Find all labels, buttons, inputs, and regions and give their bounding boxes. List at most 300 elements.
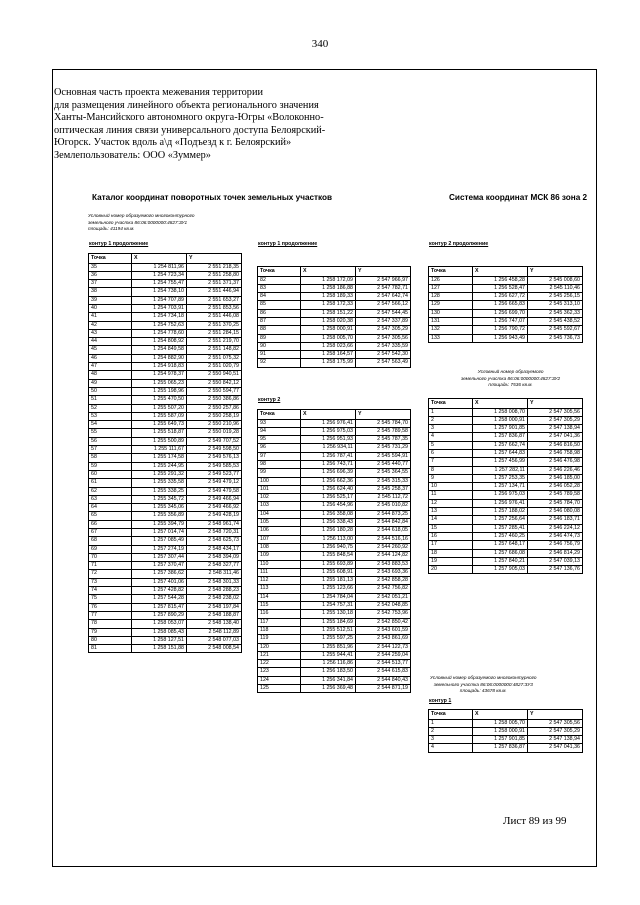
table-row: [89, 379, 242, 387]
cell-point: 126: [429, 276, 473, 284]
cell-x: 1 254 755,47: [132, 280, 187, 288]
table-row: [429, 727, 583, 735]
cell-x: 1 258 151,88: [132, 645, 187, 653]
table-row: [429, 326, 583, 334]
cell-y: 2 546 476,98: [528, 458, 583, 466]
cell-y: 2 550 019,28: [187, 429, 242, 437]
table-title: контур 2: [258, 397, 281, 403]
cell-x: 1 256 358,08: [301, 510, 356, 518]
cell-x: 1 255 244,95: [132, 462, 187, 470]
cell-y: 2 545 362,33: [528, 309, 583, 317]
coordinates-table: [257, 266, 411, 368]
cell-y: 2 547 136,76: [528, 566, 583, 574]
cell-x: 1 256 180,28: [301, 527, 356, 535]
cell-x: 1 257 256,64: [473, 516, 528, 524]
cell-x: 1 254 778,60: [132, 329, 187, 337]
cell-y: 2 551 371,37: [187, 280, 242, 288]
cell-x: 1 256 116,86: [301, 660, 356, 668]
cell-x: 1 254 849,58: [132, 346, 187, 354]
cell-x: 1 258 186,88: [301, 284, 356, 292]
cell-x: 1 256 696,39: [301, 469, 356, 477]
note-line: площадь: 43678 кв.м.: [459, 688, 507, 694]
cell-y: 2 545 592,67: [528, 326, 583, 334]
cell-point: 101: [258, 485, 301, 493]
cell-point: 3: [429, 736, 473, 744]
table-row: [258, 626, 411, 634]
cell-x: 1 255 608,91: [301, 568, 356, 576]
cell-y: 2 546 052,28: [528, 483, 583, 491]
header-line: оптическая линия связи универсального доступа Белоярский-: [54, 124, 326, 136]
coordinates-table: [428, 266, 583, 343]
cell-y: 2 549 428,19: [187, 512, 242, 520]
cell-y: 2 545 112,72: [356, 494, 411, 502]
cell-point: 111: [258, 568, 301, 576]
cell-x: 1 258 175,99: [301, 359, 356, 367]
table-row: [429, 433, 583, 441]
cell-point: 46: [89, 354, 132, 362]
cell-x: 1 254 784,04: [301, 593, 356, 601]
cell-y: 2 546 814,29: [528, 549, 583, 557]
cell-x: 1 255 518,87: [132, 429, 187, 437]
cell-x: 1 258 085,43: [132, 628, 187, 636]
table-row: [429, 441, 583, 449]
cell-point: 118: [258, 626, 301, 634]
cell-x: 1 257 428,82: [132, 587, 187, 595]
cell-y: 2 547 305,56: [356, 334, 411, 342]
cell-y: 2 548 720,31: [187, 529, 242, 537]
cell-point: 42: [89, 321, 132, 329]
cell-x: 1 254 918,83: [132, 363, 187, 371]
table-row: [429, 458, 583, 466]
table-row: [258, 668, 411, 676]
cell-point: 90: [258, 342, 301, 350]
table-row: [89, 495, 242, 503]
cell-y: 2 547 566,12: [356, 301, 411, 309]
cell-point: 89: [258, 334, 301, 342]
cell-x: 1 255 587,09: [132, 412, 187, 420]
cell-x: 1 255 851,96: [301, 643, 356, 651]
cell-point: 130: [429, 309, 473, 317]
header-cell-y: Y: [187, 254, 242, 264]
table-header-row: [89, 254, 242, 264]
cell-x: 1 255 338,25: [132, 487, 187, 495]
cell-x: 1 258 005,70: [301, 334, 356, 342]
table-row: [258, 651, 411, 659]
cell-y: 2 548 301,33: [187, 578, 242, 586]
table-row: [429, 744, 583, 752]
cell-point: 65: [89, 512, 132, 520]
cell-point: 120: [258, 643, 301, 651]
table-row: [258, 527, 411, 535]
cell-x: 1 258 008,70: [473, 408, 528, 416]
cell-x: 1 257 188,02: [473, 508, 528, 516]
cell-x: 1 256 747,07: [473, 317, 528, 325]
cell-point: 106: [258, 527, 301, 535]
cell-y: 2 547 305,29: [528, 727, 583, 735]
table-header-row: [429, 267, 583, 277]
note-line: Условный номер образуемого: [477, 369, 544, 374]
cell-x: 1 257 456,99: [473, 458, 528, 466]
cell-y: 2 548 197,84: [187, 603, 242, 611]
cell-x: 1 256 951,93: [301, 436, 356, 444]
cell-y: 2 550 842,12: [187, 379, 242, 387]
table-title: контур 2 продолжение: [429, 241, 489, 247]
cell-y: 2 547 041,36: [528, 744, 583, 752]
cell-x: 1 255 198,96: [132, 387, 187, 395]
table-row: [429, 334, 583, 342]
table-row: [89, 620, 242, 628]
cell-y: 2 548 238,02: [187, 595, 242, 603]
table-row: [429, 719, 583, 727]
cell-x: 1 257 901,85: [473, 425, 528, 433]
table-row: [89, 479, 242, 487]
cell-y: 2 548 188,87: [187, 611, 242, 619]
cell-y: 2 546 224,12: [528, 524, 583, 532]
cell-x: 1 257 836,87: [473, 433, 528, 441]
cell-y: 2 548 434,17: [187, 545, 242, 553]
cell-x: 1 256 624,40: [301, 485, 356, 493]
table-row: [429, 516, 583, 524]
cell-y: 2 548 327,77: [187, 562, 242, 570]
cell-x: 1 257 285,41: [473, 524, 528, 532]
cell-y: 2 545 440,77: [356, 460, 411, 468]
cell-point: 61: [89, 479, 132, 487]
cell-x: 1 255 470,50: [132, 396, 187, 404]
cell-y: 2 545 256,15: [528, 293, 583, 301]
cell-point: 39: [89, 296, 132, 304]
cell-point: 94: [258, 427, 301, 435]
table-row: [258, 293, 411, 301]
table-row: [89, 512, 242, 520]
cell-x: 1 254 978,37: [132, 371, 187, 379]
cell-point: 131: [429, 317, 473, 325]
cell-x: 1 258 172,33: [301, 301, 356, 309]
cell-x: 1 256 528,47: [473, 284, 528, 292]
cell-y: 2 551 258,80: [187, 271, 242, 279]
cell-x: 1 257 840,21: [473, 557, 528, 565]
table-row: [258, 635, 411, 643]
table-row: [258, 577, 411, 585]
cell-point: 93: [258, 419, 301, 427]
cell-y: 2 548 961,74: [187, 520, 242, 528]
header-cell-x: X: [301, 267, 356, 277]
cell-point: 121: [258, 651, 301, 659]
table-row: [89, 396, 242, 404]
table-row: [89, 470, 242, 478]
cell-x: 1 254 752,63: [132, 321, 187, 329]
cell-x: 1 255 123,66: [301, 585, 356, 593]
cell-y: 2 551 853,56: [187, 304, 242, 312]
cell-y: 2 546 226,46: [528, 466, 583, 474]
cell-point: 2: [429, 416, 473, 424]
cell-x: 1 256 940,75: [301, 543, 356, 551]
cell-y: 2 544 871,19: [356, 685, 411, 693]
cell-y: 2 550 210,96: [187, 421, 242, 429]
cell-point: 70: [89, 553, 132, 561]
cell-x: 1 254 707,89: [132, 296, 187, 304]
table-header-row: [258, 267, 411, 277]
header-cell-x: X: [132, 254, 187, 264]
cell-y: 2 546 474,73: [528, 532, 583, 540]
cell-point: 52: [89, 404, 132, 412]
cell-y: 2 547 305,56: [528, 408, 583, 416]
cell-y: 2 542 048,85: [356, 602, 411, 610]
cell-point: 51: [89, 396, 132, 404]
cell-x: 1 257 282,11: [473, 466, 528, 474]
cell-x: 1 257 134,71: [473, 483, 528, 491]
table-row: [258, 494, 411, 502]
cell-y: 2 551 446,08: [187, 313, 242, 321]
cell-y: 2 544 259,04: [356, 651, 411, 659]
cell-point: 123: [258, 668, 301, 676]
table-row: [89, 371, 242, 379]
cell-point: 102: [258, 494, 301, 502]
cell-y: 2 549 585,53: [187, 462, 242, 470]
header-cell-x: X: [473, 399, 528, 409]
cell-point: 48: [89, 371, 132, 379]
header-line: Ханты-Мансийского автономного округа-Югры «Волоконно-: [54, 112, 324, 124]
cell-x: 1 258 000,91: [473, 416, 528, 424]
cell-point: 40: [89, 304, 132, 312]
cell-point: 124: [258, 676, 301, 684]
table-title: контур 1: [429, 698, 452, 704]
cell-point: 109: [258, 552, 301, 560]
cell-point: 97: [258, 452, 301, 460]
header-line: Основная часть проекта межевания территории: [54, 87, 263, 98]
cell-x: 1 256 787,41: [301, 452, 356, 460]
cell-point: 44: [89, 338, 132, 346]
table-row: [258, 334, 411, 342]
table-row: [89, 562, 242, 570]
cell-x: 1 254 703,91: [132, 304, 187, 312]
cell-x: 1 256 743,71: [301, 460, 356, 468]
table-row: [89, 354, 242, 362]
cell-y: 2 545 789,58: [356, 427, 411, 435]
cell-point: 50: [89, 387, 132, 395]
cell-y: 2 550 258,19: [187, 412, 242, 420]
note-line: земельного участка 86:06:0000000:4827:ЗУ1: [88, 219, 188, 225]
note-line: земельного участка 86:06:0000000:4827:ЗУ3: [433, 681, 533, 687]
cell-point: 5: [429, 441, 473, 449]
table-row: [258, 543, 411, 551]
cell-x: 1 256 975,03: [473, 491, 528, 499]
cell-point: 129: [429, 301, 473, 309]
cell-y: 2 545 787,35: [356, 436, 411, 444]
cell-x: 1 258 127,51: [132, 636, 187, 644]
header-line: для размещения линейного объекта регионального значения: [54, 99, 319, 111]
cell-y: 2 548 138,40: [187, 620, 242, 628]
cell-y: 2 542 858,28: [356, 577, 411, 585]
cell-x: 1 255 174,58: [132, 454, 187, 462]
cell-x: 1 255 944,41: [301, 651, 356, 659]
cell-y: 2 545 784,70: [528, 499, 583, 507]
cell-y: 2 544 618,05: [356, 527, 411, 535]
cell-y: 2 544 873,25: [356, 510, 411, 518]
table-row: [429, 549, 583, 557]
table-row: [89, 529, 242, 537]
table-row: [89, 487, 242, 495]
cell-point: 37: [89, 280, 132, 288]
cell-point: 10: [429, 483, 473, 491]
table-row: [258, 676, 411, 684]
table-row: [258, 535, 411, 543]
table-row: [429, 466, 583, 474]
cell-y: 2 548 311,46: [187, 570, 242, 578]
cell-y: 2 545 008,60: [528, 276, 583, 284]
cell-point: 107: [258, 535, 301, 543]
parcel-note-2: [461, 369, 560, 389]
cell-point: 98: [258, 460, 301, 468]
cell-x: 1 257 460,25: [473, 532, 528, 540]
cell-point: 95: [258, 436, 301, 444]
cell-y: 2 551 284,15: [187, 329, 242, 337]
cell-point: 83: [258, 284, 301, 292]
cell-point: 1: [429, 719, 473, 727]
cell-x: 1 256 665,83: [473, 301, 528, 309]
cell-point: 56: [89, 437, 132, 445]
cell-y: 2 551 370,25: [187, 321, 242, 329]
cell-y: 2 551 148,82: [187, 346, 242, 354]
table-row: [258, 502, 411, 510]
table-row: [429, 317, 583, 325]
cell-point: 71: [89, 562, 132, 570]
cell-y: 2 547 138,94: [528, 425, 583, 433]
cell-x: 1 255 356,89: [132, 512, 187, 520]
table-row: [89, 587, 242, 595]
cell-point: 132: [429, 326, 473, 334]
cell-x: 1 257 253,35: [473, 474, 528, 482]
cell-point: 16: [429, 532, 473, 540]
cell-x: 1 258 000,91: [473, 727, 528, 735]
cell-x: 1 257 901,85: [473, 736, 528, 744]
table-row: [89, 321, 242, 329]
table-row: [89, 537, 242, 545]
note-line: Условный номер образуемого многоконтурного: [88, 213, 195, 218]
table-row: [258, 351, 411, 359]
cell-x: 1 256 338,43: [301, 519, 356, 527]
cell-point: 3: [429, 425, 473, 433]
cell-y: 2 542 756,82: [356, 585, 411, 593]
table-title: контур 1 продолжение: [89, 241, 149, 247]
cell-point: 60: [89, 470, 132, 478]
table-row: [89, 387, 242, 395]
cell-x: 1 258 000,91: [301, 326, 356, 334]
cell-x: 1 256 113,00: [301, 535, 356, 543]
cell-point: 49: [89, 379, 132, 387]
table-row: [89, 404, 242, 412]
cell-point: 67: [89, 529, 132, 537]
table-row: [89, 346, 242, 354]
table-row: [258, 477, 411, 485]
cell-point: 12: [429, 499, 473, 507]
table-row: [258, 452, 411, 460]
cell-point: 108: [258, 543, 301, 551]
cell-x: 1 255 394,79: [132, 520, 187, 528]
cell-point: 11: [429, 491, 473, 499]
cell-point: 112: [258, 577, 301, 585]
cell-point: 62: [89, 487, 132, 495]
header-cell-x: X: [301, 410, 356, 420]
cell-x: 1 255 649,73: [132, 421, 187, 429]
cell-point: 13: [429, 508, 473, 516]
table-row: [429, 483, 583, 491]
cell-point: 59: [89, 462, 132, 470]
cell-y: 2 547 782,71: [356, 284, 411, 292]
table-row: [258, 552, 411, 560]
cell-point: 76: [89, 603, 132, 611]
coordinates-table: [428, 398, 583, 574]
cell-x: 1 256 976,41: [301, 419, 356, 427]
cell-point: 7: [429, 458, 473, 466]
cell-y: 2 544 516,16: [356, 535, 411, 543]
table-row: [429, 474, 583, 482]
cell-x: 1 255 345,72: [132, 495, 187, 503]
cell-point: 69: [89, 545, 132, 553]
cell-y: 2 545 010,82: [356, 502, 411, 510]
cell-x: 1 257 890,29: [132, 611, 187, 619]
cell-y: 2 547 335,59: [356, 342, 411, 350]
parcel-note-3: [430, 675, 537, 695]
table-row: [429, 425, 583, 433]
cell-point: 64: [89, 504, 132, 512]
cell-point: 41: [89, 313, 132, 321]
cell-x: 1 255 507,20: [132, 404, 187, 412]
coordinates-table: [257, 409, 411, 693]
cell-y: 2 547 305,29: [528, 416, 583, 424]
cell-y: 2 543 601,59: [356, 626, 411, 634]
cell-point: 117: [258, 618, 301, 626]
table-row: [89, 304, 242, 312]
cell-y: 2 546 816,50: [528, 441, 583, 449]
cell-y: 2 542 051,21: [356, 593, 411, 601]
cell-y: 2 548 394,09: [187, 553, 242, 561]
cell-x: 1 258 172,09: [301, 276, 356, 284]
table-row: [429, 532, 583, 540]
cell-x: 1 255 291,32: [132, 470, 187, 478]
cell-y: 2 549 466,94: [187, 495, 242, 503]
cell-x: 1 257 644,83: [473, 449, 528, 457]
cell-x: 1 255 848,54: [301, 552, 356, 560]
cell-x: 1 254 757,31: [301, 602, 356, 610]
cell-point: 79: [89, 628, 132, 636]
cell-y: 2 546 080,08: [528, 508, 583, 516]
cell-point: 99: [258, 469, 301, 477]
cell-y: 2 549 598,50: [187, 446, 242, 454]
cell-x: 1 255 512,51: [301, 626, 356, 634]
cell-y: 2 548 112,89: [187, 628, 242, 636]
cell-x: 1 255 693,89: [301, 560, 356, 568]
cell-y: 2 545 736,73: [528, 334, 583, 342]
cell-point: 20: [429, 566, 473, 574]
cell-point: 1: [429, 408, 473, 416]
header-cell-point: Точка: [429, 399, 473, 409]
cell-y: 2 547 966,97: [356, 276, 411, 284]
sheet-number: Лист 89 из 99: [503, 815, 567, 827]
cell-y: 2 548 625,73: [187, 537, 242, 545]
table-row: [429, 408, 583, 416]
cell-x: 1 258 020,38: [301, 317, 356, 325]
table-row: [429, 524, 583, 532]
cell-point: 82: [258, 276, 301, 284]
cell-x: 1 256 975,03: [301, 427, 356, 435]
cell-x: 1 254 734,18: [132, 313, 187, 321]
table-row: [429, 276, 583, 284]
table-row: [258, 317, 411, 325]
cell-x: 1 258 151,22: [301, 309, 356, 317]
cell-point: 115: [258, 602, 301, 610]
table-row: [89, 338, 242, 346]
cell-point: 15: [429, 524, 473, 532]
